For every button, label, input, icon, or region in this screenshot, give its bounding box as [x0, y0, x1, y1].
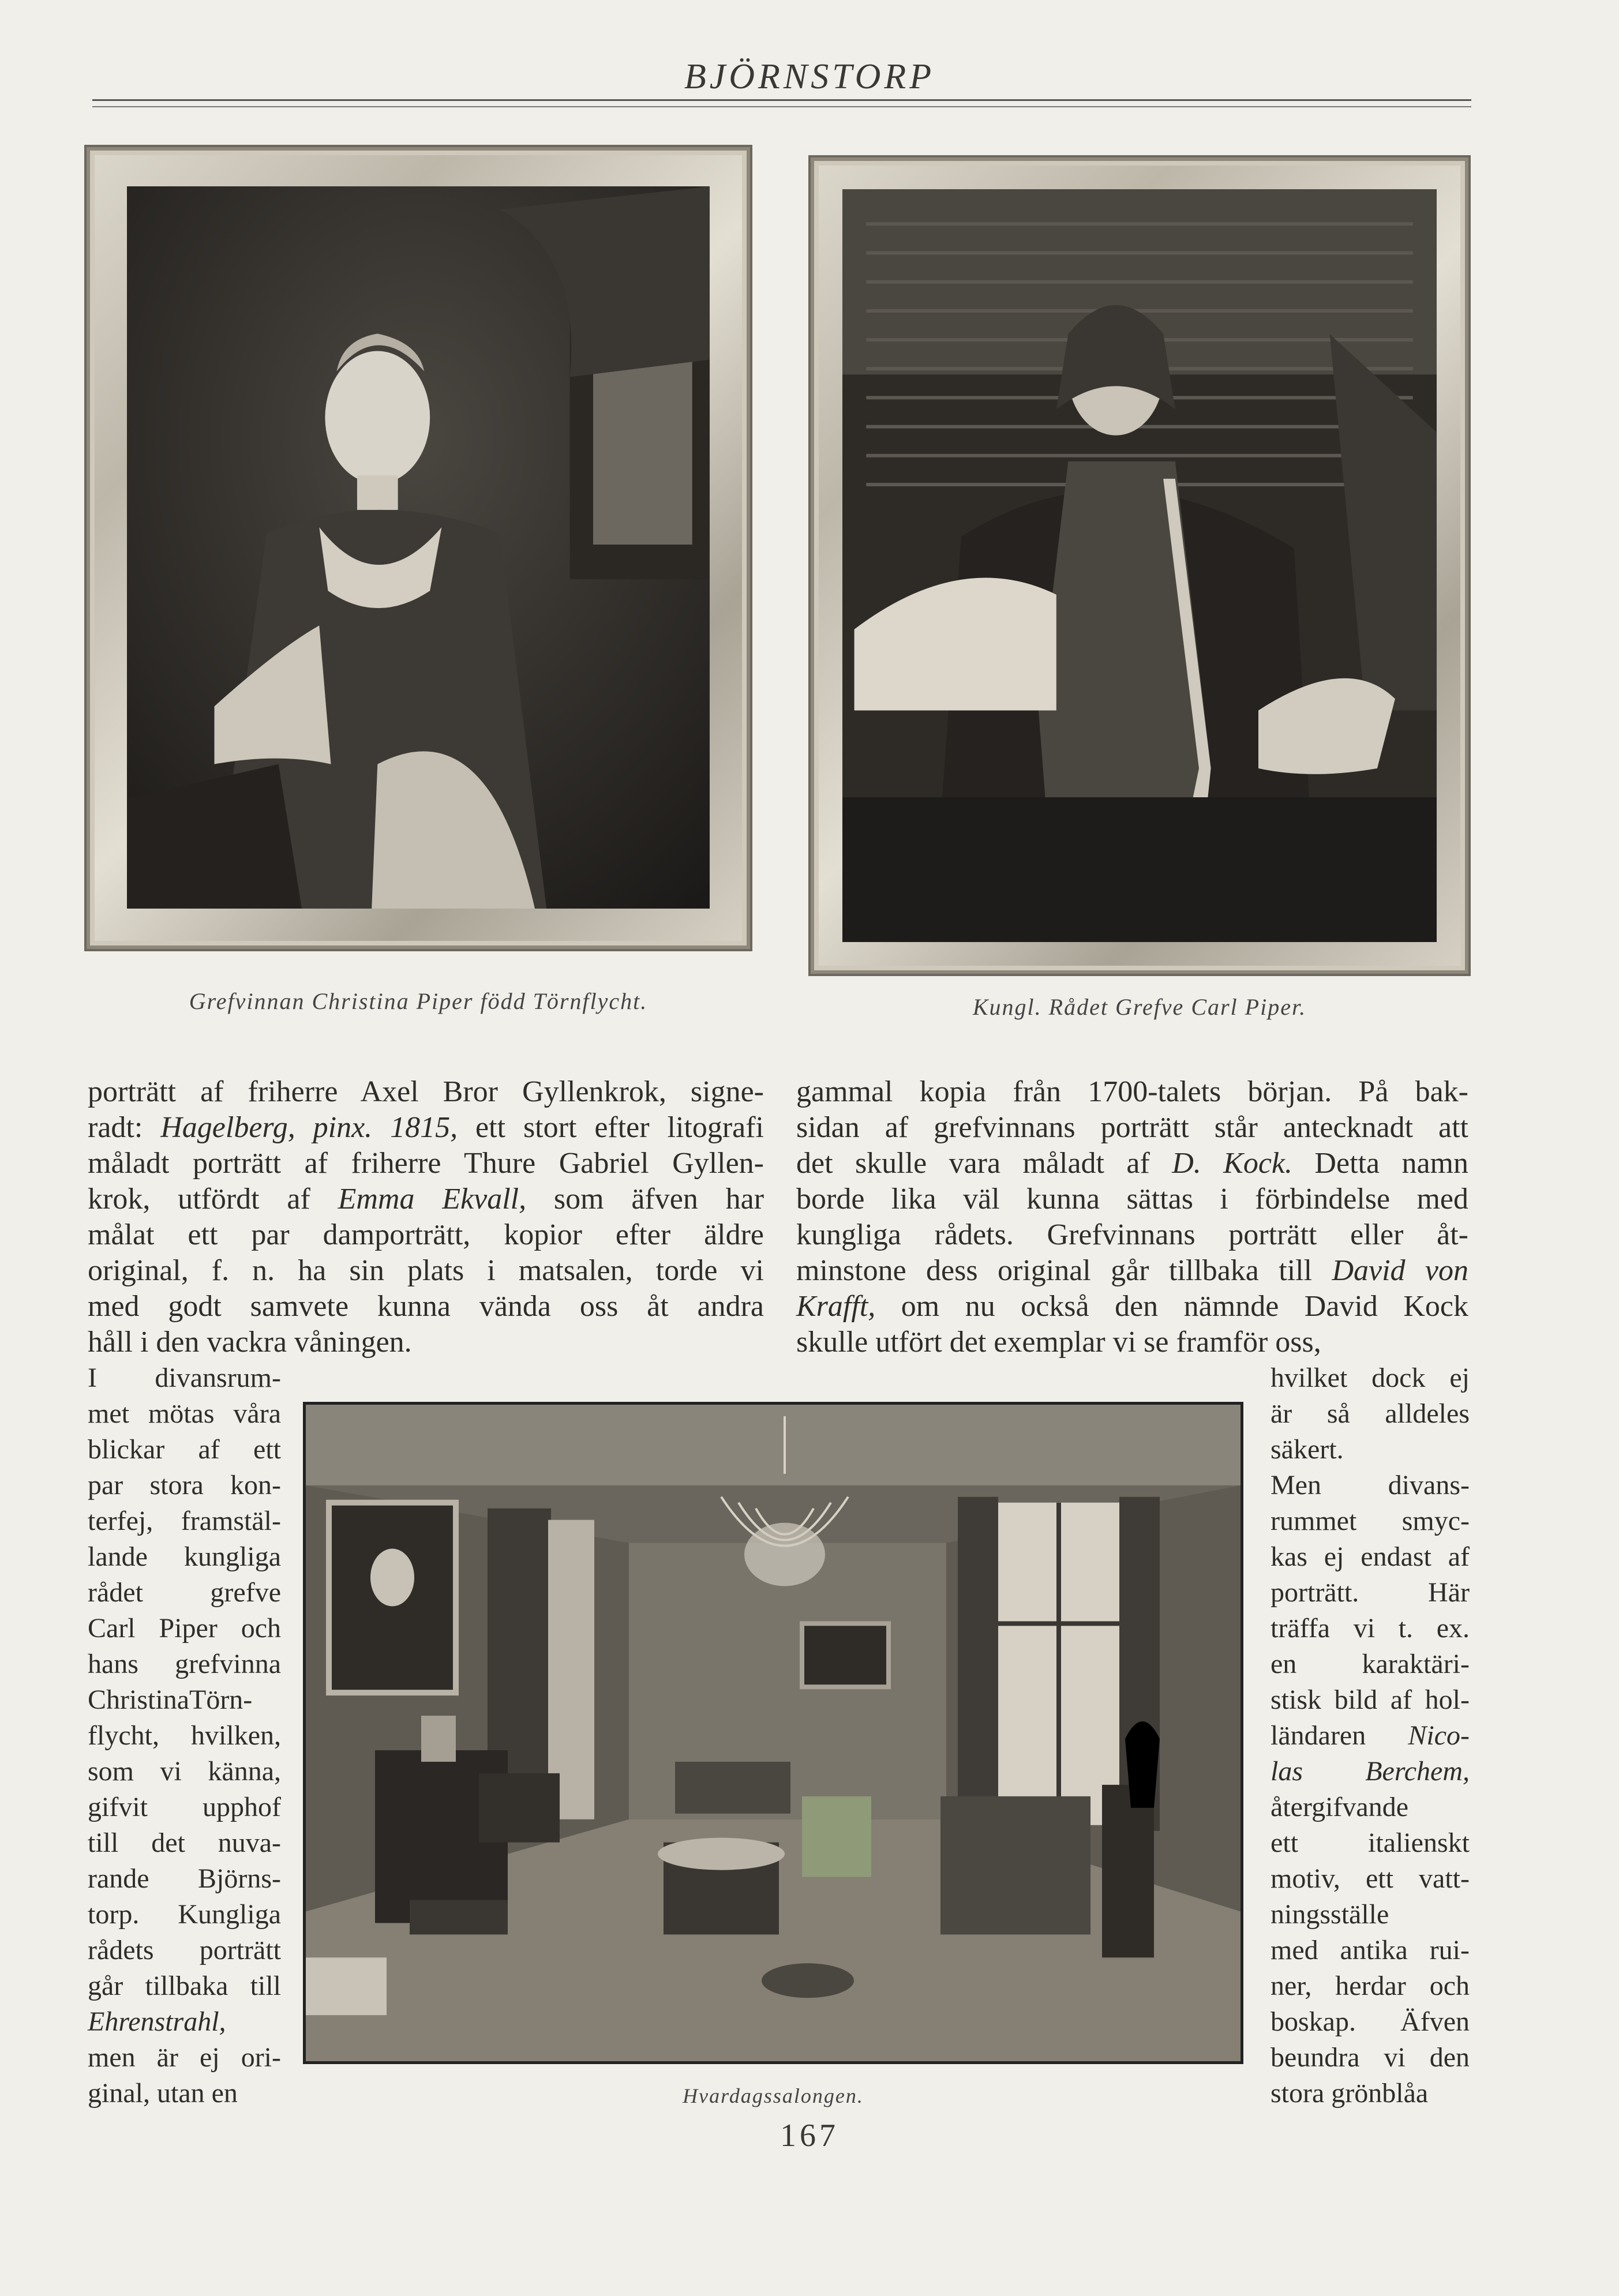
left-narrow-column-text: torp. Kungliga [88, 1899, 281, 1930]
left-column-line [88, 1325, 764, 1360]
right-column-line [796, 1289, 1468, 1325]
right-column-text: kungliga rådets. Grefvinnans porträtt eller åt- [796, 1218, 1468, 1251]
right-column-text: sidan af grefvinnans porträtt står antecknadt att [796, 1111, 1468, 1144]
right-narrow-column-text: hvilket dock ej [1271, 1363, 1470, 1393]
left-narrow-column-line [88, 1468, 281, 1503]
left-column-line [88, 1181, 764, 1217]
text-right-column [796, 1074, 1468, 1360]
left-narrow-column-line [88, 1646, 281, 1682]
left-column-text: med godt samvete kunna vända oss åt andra [88, 1290, 764, 1323]
left-column-text: original, f. n. ha sin plats i matsalen, torde vi [88, 1254, 764, 1287]
left-narrow-column-text: flycht, hvilken, [88, 1720, 281, 1751]
right-narrow-column-text: porträtt. Här [1271, 1577, 1470, 1608]
hvardagssalongen-image [306, 1405, 1241, 2061]
right-narrow-column-text: ner, herdar och [1271, 1971, 1470, 2001]
right-column-text: borde lika väl kunna sättas i förbindelse med [796, 1183, 1468, 1215]
header-rule-secondary [92, 106, 1471, 107]
left-narrow-column-text: som vi känna, [88, 1756, 281, 1787]
text-left-narrow-column [88, 1360, 281, 2111]
left-column-text: målat ett par damporträtt, kopior efter äldre [88, 1218, 764, 1251]
header-rule [92, 99, 1471, 101]
right-narrow-column-line [1271, 1360, 1470, 1396]
right-column-text: skulle utfört det exemplar vi se framför oss, [796, 1326, 1321, 1359]
left-narrow-column-text: met mötas våra [88, 1398, 281, 1429]
left-narrow-column-line [88, 1897, 281, 1933]
right-narrow-column-line [1271, 1718, 1470, 1754]
left-column-line [88, 1289, 764, 1325]
left-narrow-column-line [88, 1682, 281, 1718]
left-narrow-column-text: Carl Piper och [88, 1613, 281, 1644]
left-narrow-column-line [88, 1503, 281, 1539]
left-column-text: som äfven har [526, 1183, 764, 1215]
right-narrow-column-text: säkert. [1271, 1434, 1344, 1465]
left-narrow-column-line [88, 1754, 281, 1789]
left-narrow-column-text: rådet grefve [88, 1577, 281, 1608]
left-column-text: Emma Ekvall, [338, 1183, 527, 1215]
right-column-text: minstone dess original går tillbaka till [796, 1254, 1332, 1287]
right-narrow-column-text: stisk bild af hol- [1271, 1685, 1470, 1715]
portrait-christina-piper-image [127, 186, 710, 909]
right-narrow-column-line [1271, 1432, 1470, 1468]
page-number: 167 [780, 2118, 839, 2154]
right-narrow-column-line [1271, 1968, 1470, 2004]
left-narrow-column-text: lande kungliga [88, 1541, 281, 1572]
right-column-text: D. Kock. [1172, 1147, 1293, 1180]
left-narrow-column-text: terfej, framstäl- [88, 1506, 281, 1536]
text-left-column [88, 1074, 764, 1360]
left-narrow-column-line [88, 1539, 281, 1575]
left-column-text: porträtt af friherre Axel Bror Gyllenkrok, signe- [88, 1075, 764, 1108]
left-narrow-column-text: ginal, utan en [88, 2078, 238, 2109]
left-narrow-column-line [88, 1575, 281, 1611]
left-column-line [88, 1146, 764, 1181]
right-narrow-column-line [1271, 1789, 1470, 1825]
right-narrow-column-line [1271, 1539, 1470, 1575]
right-narrow-column-line [1271, 1897, 1470, 1933]
right-narrow-column-text: Men divans- [1271, 1470, 1470, 1500]
figure-room-photo [303, 1402, 1243, 2064]
left-narrow-column-line [88, 1933, 281, 1968]
right-narrow-column-line [1271, 1503, 1470, 1539]
right-column-text: gammal kopia från 1700-talets början. På bak- [796, 1075, 1468, 1108]
right-column-line [796, 1217, 1468, 1253]
left-narrow-column-text: gifvit upphof [88, 1792, 281, 1822]
right-narrow-column-text: med antika rui- [1271, 1935, 1470, 1965]
right-narrow-column-line [1271, 1861, 1470, 1897]
right-narrow-column-line [1271, 1468, 1470, 1503]
right-narrow-column-text: las Berchem, [1271, 1756, 1470, 1787]
left-column-text: måladt porträtt af friherre Thure Gabriel Gyllen- [88, 1147, 764, 1180]
right-narrow-column-text: är så alldeles [1271, 1398, 1470, 1429]
left-column-line [88, 1110, 764, 1146]
caption-right-portrait: Kungl. Rådet Grefve Carl Piper. [972, 994, 1307, 1020]
right-column-line [796, 1325, 1468, 1360]
left-narrow-column-line [88, 1611, 281, 1646]
right-narrow-column-text: återgifvande [1271, 1792, 1408, 1822]
left-narrow-column-line [88, 2004, 281, 2040]
left-narrow-column-line [88, 1432, 281, 1468]
right-column-text: Detta namn [1292, 1147, 1468, 1180]
left-narrow-column-line [88, 2040, 281, 2076]
right-column-line [796, 1253, 1468, 1289]
left-narrow-column-line [88, 1360, 281, 1396]
left-narrow-column-line [88, 1968, 281, 2004]
right-narrow-column-text: träffa vi t. ex. [1271, 1613, 1470, 1644]
left-narrow-column-text: men är ej ori- [88, 2042, 281, 2073]
caption-room-photo: Hvardagssalongen. [683, 2084, 864, 2107]
right-narrow-column-line [1271, 1611, 1470, 1646]
right-column-text: om nu också den nämnde David Kock [875, 1290, 1468, 1323]
right-narrow-column-line [1271, 1825, 1470, 1861]
left-narrow-column-text: par stora kon- [88, 1470, 281, 1500]
right-column-text: David von [1332, 1254, 1468, 1287]
right-column-text: Krafft, [796, 1290, 876, 1323]
left-narrow-column-text: till det nuva- [88, 1828, 281, 1858]
left-narrow-column-text: går tillbaka till [88, 1971, 281, 2001]
right-narrow-column-text: en karaktäri- [1271, 1649, 1470, 1679]
right-narrow-column-line [1271, 1646, 1470, 1682]
left-narrow-column-line [88, 1396, 281, 1432]
left-column-line [88, 1253, 764, 1289]
left-narrow-column-text: rådets porträtt [88, 1935, 281, 1965]
right-narrow-column-text: boskap. Äfven [1271, 2006, 1470, 2037]
caption-left-portrait: Grefvinnan Christina Piper född Törnflycht. [189, 988, 648, 1014]
left-column-text: krok, utfördt af [88, 1183, 338, 1215]
left-narrow-column-text: rande Björns- [88, 1863, 281, 1894]
right-narrow-column-line [1271, 2004, 1470, 2040]
right-column-line [796, 1181, 1468, 1217]
left-narrow-column-text: I divansrum- [88, 1363, 281, 1393]
right-column-line [796, 1074, 1468, 1110]
right-narrow-column-text: ningsställe [1271, 1899, 1389, 1930]
left-column-text: ett stort efter litografi [458, 1111, 764, 1144]
left-column-line [88, 1074, 764, 1110]
right-narrow-column-line [1271, 1754, 1470, 1789]
right-narrow-column-line [1271, 2076, 1470, 2111]
figure-right-portrait [811, 157, 1468, 974]
figure-left-portrait [87, 147, 750, 949]
right-narrow-column-text: ländaren [1271, 1720, 1408, 1751]
right-column-line [796, 1110, 1468, 1146]
right-narrow-column-text: ett italienskt [1271, 1828, 1470, 1858]
right-column-text: det skulle vara måladt af [796, 1147, 1172, 1180]
right-narrow-column-text: beundra vi den [1271, 2042, 1470, 2073]
right-narrow-column-line [1271, 1575, 1470, 1611]
left-column-line [88, 1217, 764, 1253]
text-right-narrow-column [1271, 1360, 1470, 2111]
left-narrow-column-text: ChristinaTörn- [88, 1685, 253, 1715]
right-column-line [796, 1146, 1468, 1181]
right-narrow-column-line [1271, 1682, 1470, 1718]
left-narrow-column-line [88, 1825, 281, 1861]
left-column-text: håll i den vackra våningen. [88, 1326, 412, 1359]
left-narrow-column-line [88, 2076, 281, 2111]
left-column-text: radt: [88, 1111, 161, 1144]
left-narrow-column-line [88, 1789, 281, 1825]
left-narrow-column-line [88, 1718, 281, 1754]
right-narrow-column-text: motiv, ett vatt- [1271, 1863, 1470, 1894]
running-head: BJÖRNSTORP [684, 57, 935, 96]
right-narrow-column-line [1271, 1396, 1470, 1432]
right-narrow-column-text: stora grönblåa [1271, 2078, 1429, 2109]
right-narrow-column-text: rummet smyc- [1271, 1506, 1470, 1536]
left-narrow-column-text: Ehrenstrahl, [88, 2006, 226, 2037]
right-narrow-column-line [1271, 2040, 1470, 2076]
right-narrow-column-line [1271, 1933, 1470, 1968]
right-narrow-column-text: kas ej endast af [1271, 1541, 1470, 1572]
left-column-text: Hagelberg, pinx. 1815, [160, 1111, 458, 1144]
left-narrow-column-line [88, 1861, 281, 1897]
right-narrow-column-text: Nico- [1408, 1720, 1470, 1751]
left-narrow-column-text: hans grefvinna [88, 1649, 281, 1679]
portrait-carl-piper-image [842, 189, 1437, 942]
left-narrow-column-text: blickar af ett [88, 1434, 281, 1465]
